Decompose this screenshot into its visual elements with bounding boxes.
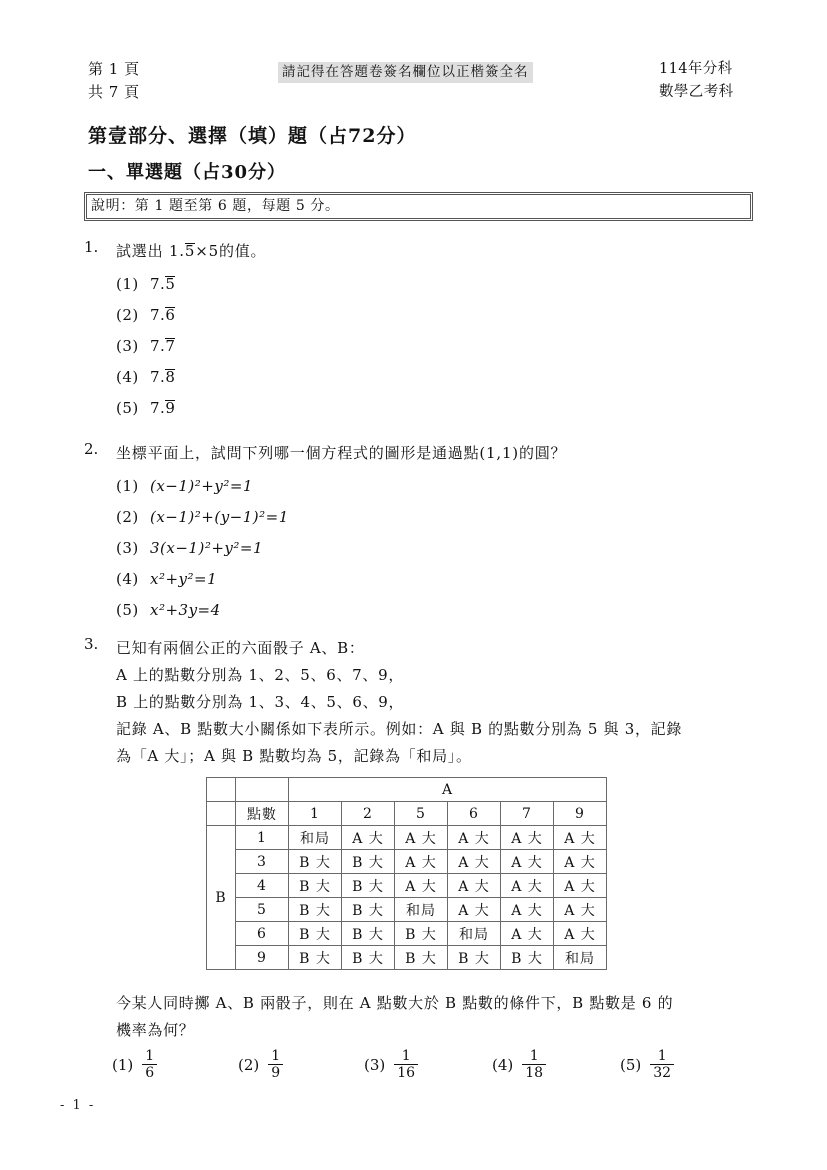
option-3-label: (3) — [116, 539, 139, 557]
cell-r6c6: 和局 — [554, 946, 607, 970]
option-1-fraction — [142, 1048, 157, 1081]
page-footer: - 1 - — [60, 1098, 96, 1113]
option-4-expr: x²+y²=1 — [150, 570, 218, 588]
option-5-expr: x²+3y=4 — [150, 601, 221, 619]
option-3-label: (3) — [116, 337, 139, 355]
q3-tail-line-1: 今某人同時擲 A、B 兩骰子，則在 A 點數大於 B 點數的條件下，B 點數是 6 的 — [116, 994, 674, 1012]
option-2-expr: (x−1)²+(y−1)²=1 — [150, 508, 289, 526]
question-1-stem — [116, 238, 266, 265]
cell-r3c2: B 大 — [342, 874, 395, 898]
cell-r1c1: 和局 — [289, 826, 342, 850]
option-4-label: (4) — [492, 1055, 514, 1074]
cell-r6c2: B 大 — [342, 946, 395, 970]
exam-info-block — [659, 58, 734, 104]
row-header-4: 5 — [236, 898, 289, 922]
q3-line-5: 為「A 大」；A 與 B 點數均為 5，記錄為「和局」。 — [116, 747, 472, 765]
cell-r5c2: B 大 — [342, 922, 395, 946]
row-header-5: 6 — [236, 922, 289, 946]
dice-comparison-table — [206, 777, 607, 970]
question-1 — [84, 238, 266, 424]
option-1[interactable] — [112, 1048, 157, 1081]
option-5[interactable] — [116, 595, 566, 626]
option-4-int: 7. — [150, 368, 166, 386]
cell-r6c1: B 大 — [289, 946, 342, 970]
option-2-repeat: 6 — [165, 306, 176, 324]
option-1-label: (1) — [112, 1055, 134, 1074]
option-3[interactable] — [116, 331, 266, 362]
cell-r4c3: 和局 — [395, 898, 448, 922]
col-header-5: 7 — [501, 802, 554, 826]
option-4-repeat: 8 — [165, 368, 176, 386]
option-5-label: (5) — [116, 601, 139, 619]
page-total: 共 7 頁 — [88, 83, 140, 101]
option-2[interactable] — [238, 1048, 283, 1081]
option-2-numerator: 1 — [271, 1048, 281, 1064]
dice-table — [206, 777, 607, 970]
option-3[interactable] — [364, 1048, 418, 1081]
q3-line-4: 記錄 A、B 點數大小關係如下表所示。例如：A 與 B 的點數分別為 5 與 3，記錄 — [116, 720, 683, 738]
option-5-label: (5) — [116, 399, 139, 417]
option-4[interactable] — [116, 564, 566, 595]
question-2-stem: 坐標平面上，試問下列哪一個方程式的圖形是通過點(1,1)的圓？ — [116, 444, 567, 462]
col-header-2: 2 — [342, 802, 395, 826]
q3-line-1: 已知有兩個公正的六面骰子 A、B： — [116, 639, 365, 657]
q1-stem-repeat: 5 — [184, 242, 196, 260]
option-1-int: 7. — [150, 275, 166, 293]
cell-r1c4: A 大 — [448, 826, 501, 850]
option-5[interactable] — [620, 1048, 674, 1081]
question-2-number: 2. — [84, 440, 99, 458]
question-1-options — [116, 269, 266, 424]
cell-r4c4: A 大 — [448, 898, 501, 922]
page-number-block — [88, 58, 140, 104]
option-2-label: (2) — [116, 306, 139, 324]
question-1-number: 1. — [84, 238, 99, 256]
col-group-label: A — [289, 778, 607, 802]
q3-line-3: B 上的點數分別為 1、3、4、5、6、9， — [116, 693, 405, 711]
option-4-numerator: 1 — [529, 1048, 539, 1064]
cell-r2c4: A 大 — [448, 850, 501, 874]
table-row — [207, 898, 607, 922]
option-2-denominator: 9 — [268, 1064, 283, 1081]
option-1-label: (1) — [116, 477, 139, 495]
option-4-label: (4) — [116, 570, 139, 588]
option-1-expr: (x−1)²+y²=1 — [150, 477, 253, 495]
q3-line-2: A 上的點數分別為 1、2、5、6、7、9， — [116, 666, 405, 684]
col-header-3: 5 — [395, 802, 448, 826]
table-row-col-headers — [207, 802, 607, 826]
option-3-denominator: 16 — [394, 1064, 418, 1081]
cell-r1c5: A 大 — [501, 826, 554, 850]
option-2[interactable] — [116, 300, 266, 331]
cell-r1c6: A 大 — [554, 826, 607, 850]
option-5-repeat: 9 — [165, 399, 176, 417]
option-3-repeat: 7 — [165, 337, 176, 355]
option-1-label: (1) — [116, 275, 139, 293]
col-header-4: 6 — [448, 802, 501, 826]
option-2-int: 7. — [150, 306, 166, 324]
option-5-fraction — [650, 1048, 674, 1081]
option-1-numerator: 1 — [145, 1048, 155, 1064]
option-4[interactable] — [492, 1048, 546, 1081]
table-corner-blank-2 — [236, 778, 289, 802]
group-title: 一、單選題（占30分） — [88, 162, 287, 183]
option-5-numerator: 1 — [657, 1048, 667, 1064]
cell-r6c4: B 大 — [448, 946, 501, 970]
instruction-box: 說明：第 1 題至第 6 題，每題 5 分。 — [84, 192, 753, 221]
question-3-tail — [84, 990, 673, 1044]
question-3-number: 3. — [84, 635, 99, 653]
option-3-label: (3) — [364, 1055, 386, 1074]
option-4-label: (4) — [116, 368, 139, 386]
exam-year: 114年分科 — [659, 61, 733, 77]
cell-r4c1: B 大 — [289, 898, 342, 922]
question-3 — [84, 635, 744, 770]
q1-stem-prefix: 試選出 1. — [116, 242, 185, 260]
option-5[interactable] — [116, 393, 266, 424]
option-3[interactable] — [116, 533, 566, 564]
cell-r2c6: A 大 — [554, 850, 607, 874]
table-row — [207, 922, 607, 946]
exam-subject: 數學乙考科 — [659, 84, 734, 100]
row-header-2: 3 — [236, 850, 289, 874]
cell-r3c4: A 大 — [448, 874, 501, 898]
cell-r3c5: A 大 — [501, 874, 554, 898]
q1-stem-suffix: ×5的值。 — [195, 242, 267, 260]
row-header-1: 1 — [236, 826, 289, 850]
cell-r3c6: A 大 — [554, 874, 607, 898]
table-row — [207, 826, 607, 850]
option-3-int: 7. — [150, 337, 166, 355]
option-2-label: (2) — [116, 508, 139, 526]
table-corner-blank — [207, 778, 236, 802]
cell-r2c2: B 大 — [342, 850, 395, 874]
cell-r5c6: A 大 — [554, 922, 607, 946]
q3-tail-line-2: 機率為何？ — [116, 1021, 195, 1039]
question-2-options — [116, 471, 566, 626]
cell-r2c1: B 大 — [289, 850, 342, 874]
table-row — [207, 946, 607, 970]
cell-r2c3: A 大 — [395, 850, 448, 874]
signature-notice: 請記得在答題卷簽名欄位以正楷簽全名 — [278, 62, 533, 83]
option-5-label: (5) — [620, 1055, 642, 1074]
option-3-expr: 3(x−1)²+y²=1 — [150, 539, 263, 557]
option-3-fraction — [394, 1048, 418, 1081]
table-row — [207, 850, 607, 874]
option-5-denominator: 32 — [650, 1064, 674, 1081]
option-1[interactable] — [116, 471, 566, 502]
option-2-label: (2) — [238, 1055, 260, 1074]
table-row-group-header — [207, 778, 607, 802]
cell-r3c3: A 大 — [395, 874, 448, 898]
row-group-label: B — [207, 826, 236, 970]
cell-r1c3: A 大 — [395, 826, 448, 850]
cell-r5c1: B 大 — [289, 922, 342, 946]
table-blank-left — [207, 802, 236, 826]
col-header-6: 9 — [554, 802, 607, 826]
option-1-denominator: 6 — [142, 1064, 157, 1081]
table-row — [207, 874, 607, 898]
col-header-1: 1 — [289, 802, 342, 826]
corner-label: 點數 — [236, 802, 289, 826]
cell-r1c2: A 大 — [342, 826, 395, 850]
option-1-repeat: 5 — [165, 275, 176, 293]
option-1[interactable] — [116, 269, 266, 300]
cell-r4c5: A 大 — [501, 898, 554, 922]
cell-r2c5: A 大 — [501, 850, 554, 874]
page-current: 第 1 頁 — [88, 60, 140, 78]
cell-r6c3: B 大 — [395, 946, 448, 970]
option-3-numerator: 1 — [401, 1048, 411, 1064]
cell-r4c6: A 大 — [554, 898, 607, 922]
option-4-fraction — [522, 1048, 546, 1081]
cell-r5c3: B 大 — [395, 922, 448, 946]
row-header-3: 4 — [236, 874, 289, 898]
cell-r5c4: 和局 — [448, 922, 501, 946]
question-2 — [84, 440, 566, 626]
option-2-fraction — [268, 1048, 283, 1081]
option-4-denominator: 18 — [522, 1064, 546, 1081]
option-5-int: 7. — [150, 399, 166, 417]
cell-r4c2: B 大 — [342, 898, 395, 922]
cell-r3c1: B 大 — [289, 874, 342, 898]
part-title: 第壹部分、選擇（填）題（占72分） — [88, 125, 417, 147]
cell-r6c5: B 大 — [501, 946, 554, 970]
option-4[interactable] — [116, 362, 266, 393]
row-header-6: 9 — [236, 946, 289, 970]
option-2[interactable] — [116, 502, 566, 533]
cell-r5c5: A 大 — [501, 922, 554, 946]
